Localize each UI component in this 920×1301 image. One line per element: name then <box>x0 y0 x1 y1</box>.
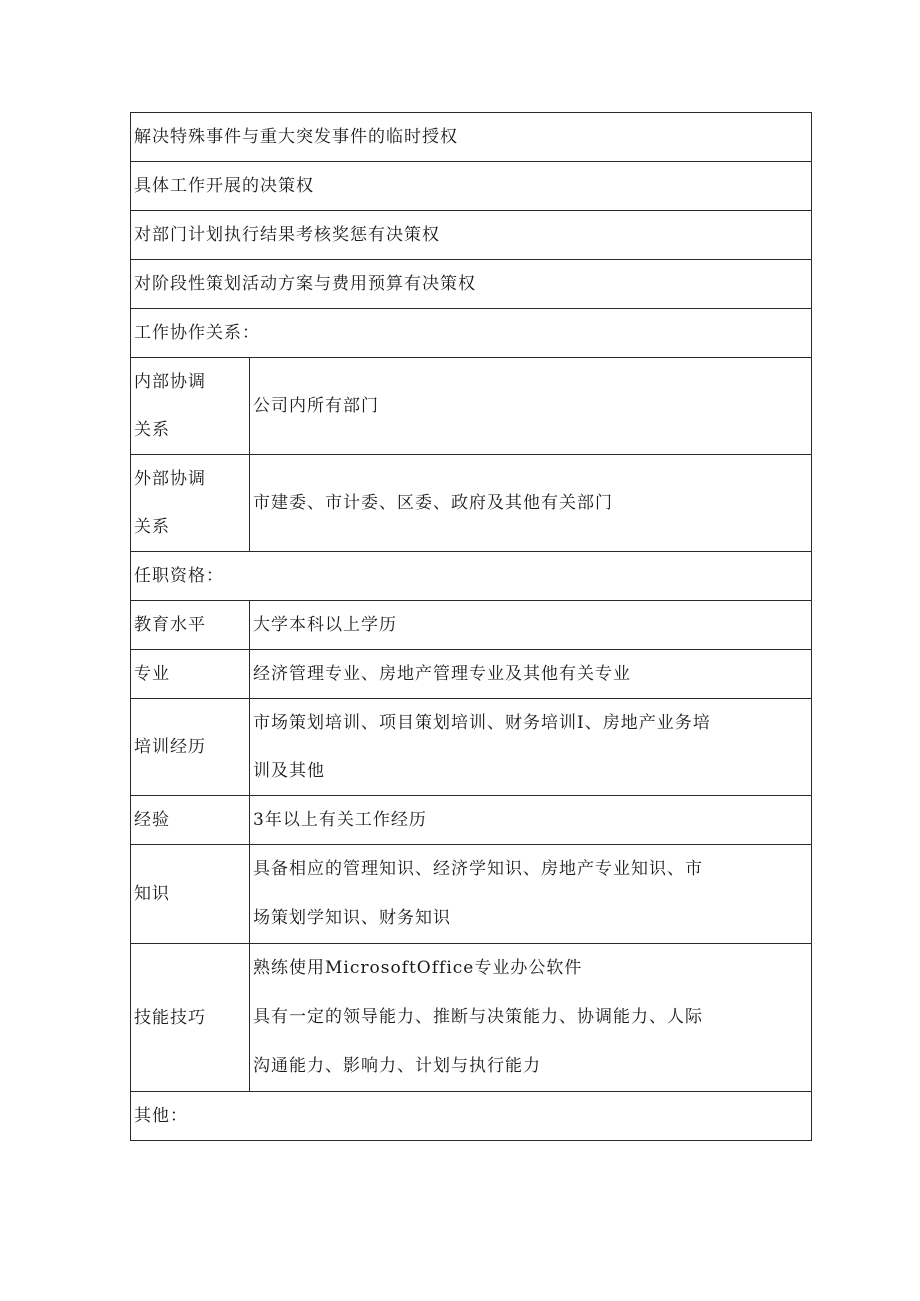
external-relations-value: 市建委、市计委、区委、政府及其他有关部门 <box>250 455 812 552</box>
major-label: 专业 <box>131 650 250 699</box>
training-label: 培训经历 <box>131 699 250 796</box>
internal-label-line-2: 关系 <box>134 420 170 440</box>
authority-item-4: 对阶段性策划活动方案与费用预算有决策权 <box>131 260 812 309</box>
knowledge-label: 知识 <box>131 845 250 944</box>
external-label-line-2: 关系 <box>134 517 170 537</box>
training-line-1: 市场策划培训、项目策划培训、财务培训I、房地产业务培 <box>253 713 711 733</box>
skills-line-1: 熟练使用MicrosoftOffice专业办公软件 <box>253 958 583 978</box>
relations-header: 工作协作关系： <box>131 309 812 358</box>
education-row <box>131 601 812 650</box>
other-row <box>131 1092 812 1141</box>
job-description-table <box>130 112 812 1141</box>
internal-relations-value: 公司内所有部门 <box>250 358 812 455</box>
skills-label: 技能技巧 <box>131 944 250 1092</box>
authority-item-2: 具体工作开展的决策权 <box>131 162 812 211</box>
major-row <box>131 650 812 699</box>
education-label: 教育水平 <box>131 601 250 650</box>
education-value: 大学本科以上学历 <box>250 601 812 650</box>
internal-relations-row <box>131 358 812 455</box>
relations-header-row <box>131 309 812 358</box>
external-relations-row <box>131 455 812 552</box>
knowledge-line-1: 具备相应的管理知识、经济学知识、房地产专业知识、市 <box>253 859 703 879</box>
training-line-2: 训及其他 <box>253 761 325 781</box>
qualifications-header-row <box>131 552 812 601</box>
knowledge-value <box>250 845 812 944</box>
qualifications-header: 任职资格： <box>131 552 812 601</box>
knowledge-line-2: 场策划学知识、财务知识 <box>253 908 451 928</box>
experience-row <box>131 796 812 845</box>
experience-label: 经验 <box>131 796 250 845</box>
skills-line-3: 沟通能力、影响力、计划与执行能力 <box>253 1056 541 1076</box>
internal-relations-label <box>131 358 250 455</box>
other-label: 其他： <box>131 1092 812 1141</box>
major-value: 经济管理专业、房地产管理专业及其他有关专业 <box>250 650 812 699</box>
authority-row-1 <box>131 113 812 162</box>
skills-value <box>250 944 812 1092</box>
training-row <box>131 699 812 796</box>
external-relations-label <box>131 455 250 552</box>
external-label-line-1: 外部协调 <box>134 469 206 489</box>
training-value <box>250 699 812 796</box>
skills-row <box>131 944 812 1092</box>
authority-item-1: 解决特殊事件与重大突发事件的临时授权 <box>131 113 812 162</box>
authority-row-3 <box>131 211 812 260</box>
authority-row-2 <box>131 162 812 211</box>
authority-item-3: 对部门计划执行结果考核奖惩有决策权 <box>131 211 812 260</box>
knowledge-row <box>131 845 812 944</box>
authority-row-4 <box>131 260 812 309</box>
skills-line-2: 具有一定的领导能力、推断与决策能力、协调能力、人际 <box>253 1007 703 1027</box>
internal-label-line-1: 内部协调 <box>134 372 206 392</box>
experience-value: 3年以上有关工作经历 <box>250 796 812 845</box>
